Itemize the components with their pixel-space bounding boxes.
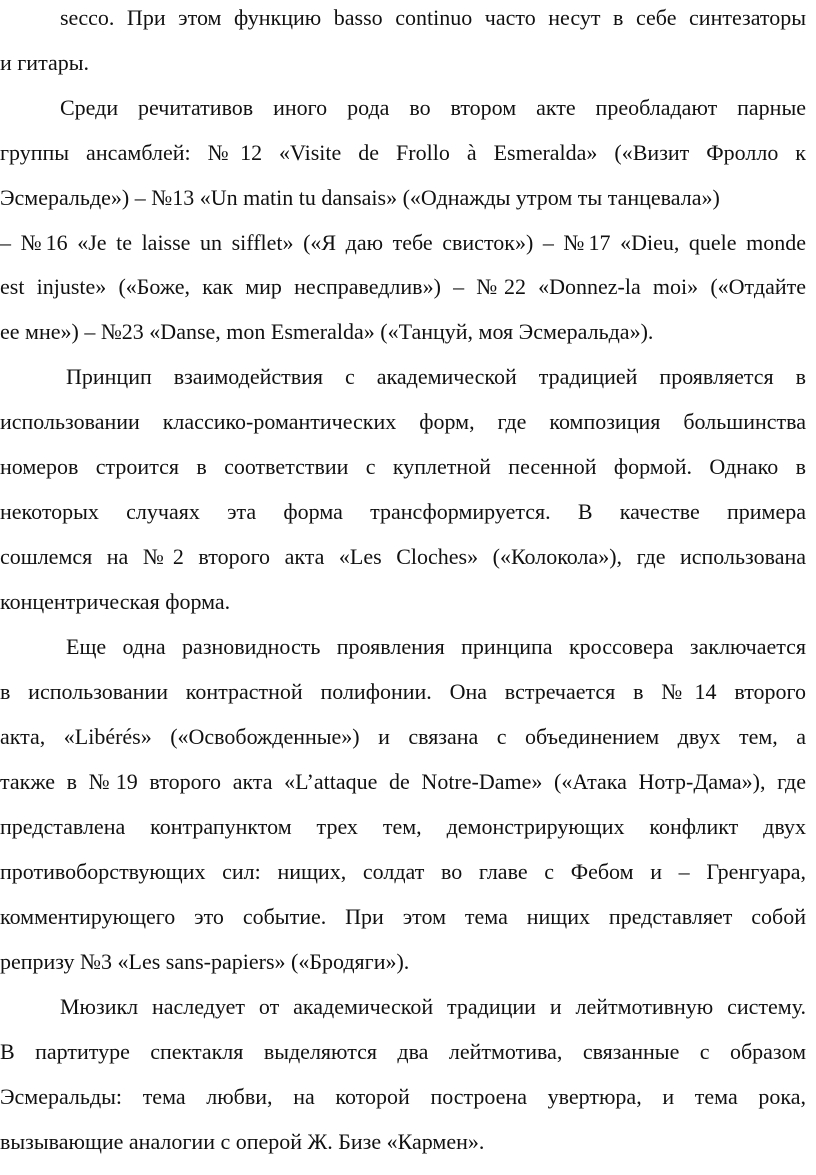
text-line: использовании классико-романтических форм, где композиция большинства bbox=[0, 409, 806, 434]
text-line: группы ансамблей: №12 «Visite de Frollo à Esmeralda» («Визит Фролло к bbox=[0, 140, 806, 165]
text-line: secco. При этом функцию basso continuo часто несут в себе синтезаторы bbox=[60, 5, 806, 30]
text-line: В партитуре спектакля выделяются два лейтмотива, связанные с образом bbox=[0, 1039, 806, 1064]
text-line: Эсмеральде») – №13 «Un matin tu dansais» («Однажды утром ты танцевала») bbox=[0, 185, 720, 210]
text-line: Эсмеральды: тема любви, на которой построена увертюра, и тема рока, bbox=[0, 1084, 806, 1109]
text-line: Мюзикл наследует от академической традиции и лейтмотивную систему. bbox=[60, 994, 806, 1019]
text-line: в использовании контрастной полифонии. Она встречается в №14 второго bbox=[0, 679, 806, 704]
text-line: также в №19 второго акта «L’attaque de Notre-Dame» («Атака Нотр-Дама»), где bbox=[0, 769, 806, 794]
text-line: Принцип взаимодействия с академической традицией проявляется в bbox=[66, 364, 806, 389]
text-line: репризу №3 «Les sans-papiers» («Бродяги»). bbox=[0, 949, 410, 974]
text-line: сошлемся на №2 второго акта «Les Cloches» («Колокола»), где использована bbox=[0, 544, 806, 569]
text-line: комментирующего это событие. При этом тема нищих представляет собой bbox=[0, 904, 806, 929]
text-line: вызывающие аналогии с оперой Ж. Бизе «Кармен». bbox=[0, 1129, 485, 1154]
text-line: акта, «Libérés» («Освобожденные») и связана с объединением двух тем, а bbox=[0, 724, 806, 749]
text-line: est injuste» («Боже, как мир несправедлив») – №22 «Donnez-la moi» («Отдайте bbox=[0, 274, 806, 299]
text-line: и гитары. bbox=[0, 50, 89, 75]
text-line: противоборствующих сил: нищих, солдат во главе с Фебом и – Гренгуара, bbox=[0, 859, 806, 884]
text-line: Еще одна разновидность проявления принципа кроссовера заключается bbox=[66, 634, 806, 659]
text-line: ее мне») – №23 «Danse, mon Esmeralda» («Танцуй, моя Эсмеральда»). bbox=[0, 319, 654, 344]
text-line: Среди речитативов иного рода во втором акте преобладают парные bbox=[60, 95, 806, 120]
text-line: представлена контрапунктом трех тем, демонстрирующих конфликт двух bbox=[0, 814, 806, 839]
text-line: некоторых случаях эта форма трансформируется. В качестве примера bbox=[0, 499, 806, 524]
text-line: – №16 «Je te laisse un sifflet» («Я даю тебе свисток») – №17 «Dieu, quele monde bbox=[0, 230, 806, 255]
text-line: концентрическая форма. bbox=[0, 589, 231, 614]
text-line: номеров строится в соответствии с куплетной песенной формой. Однако в bbox=[0, 454, 806, 479]
